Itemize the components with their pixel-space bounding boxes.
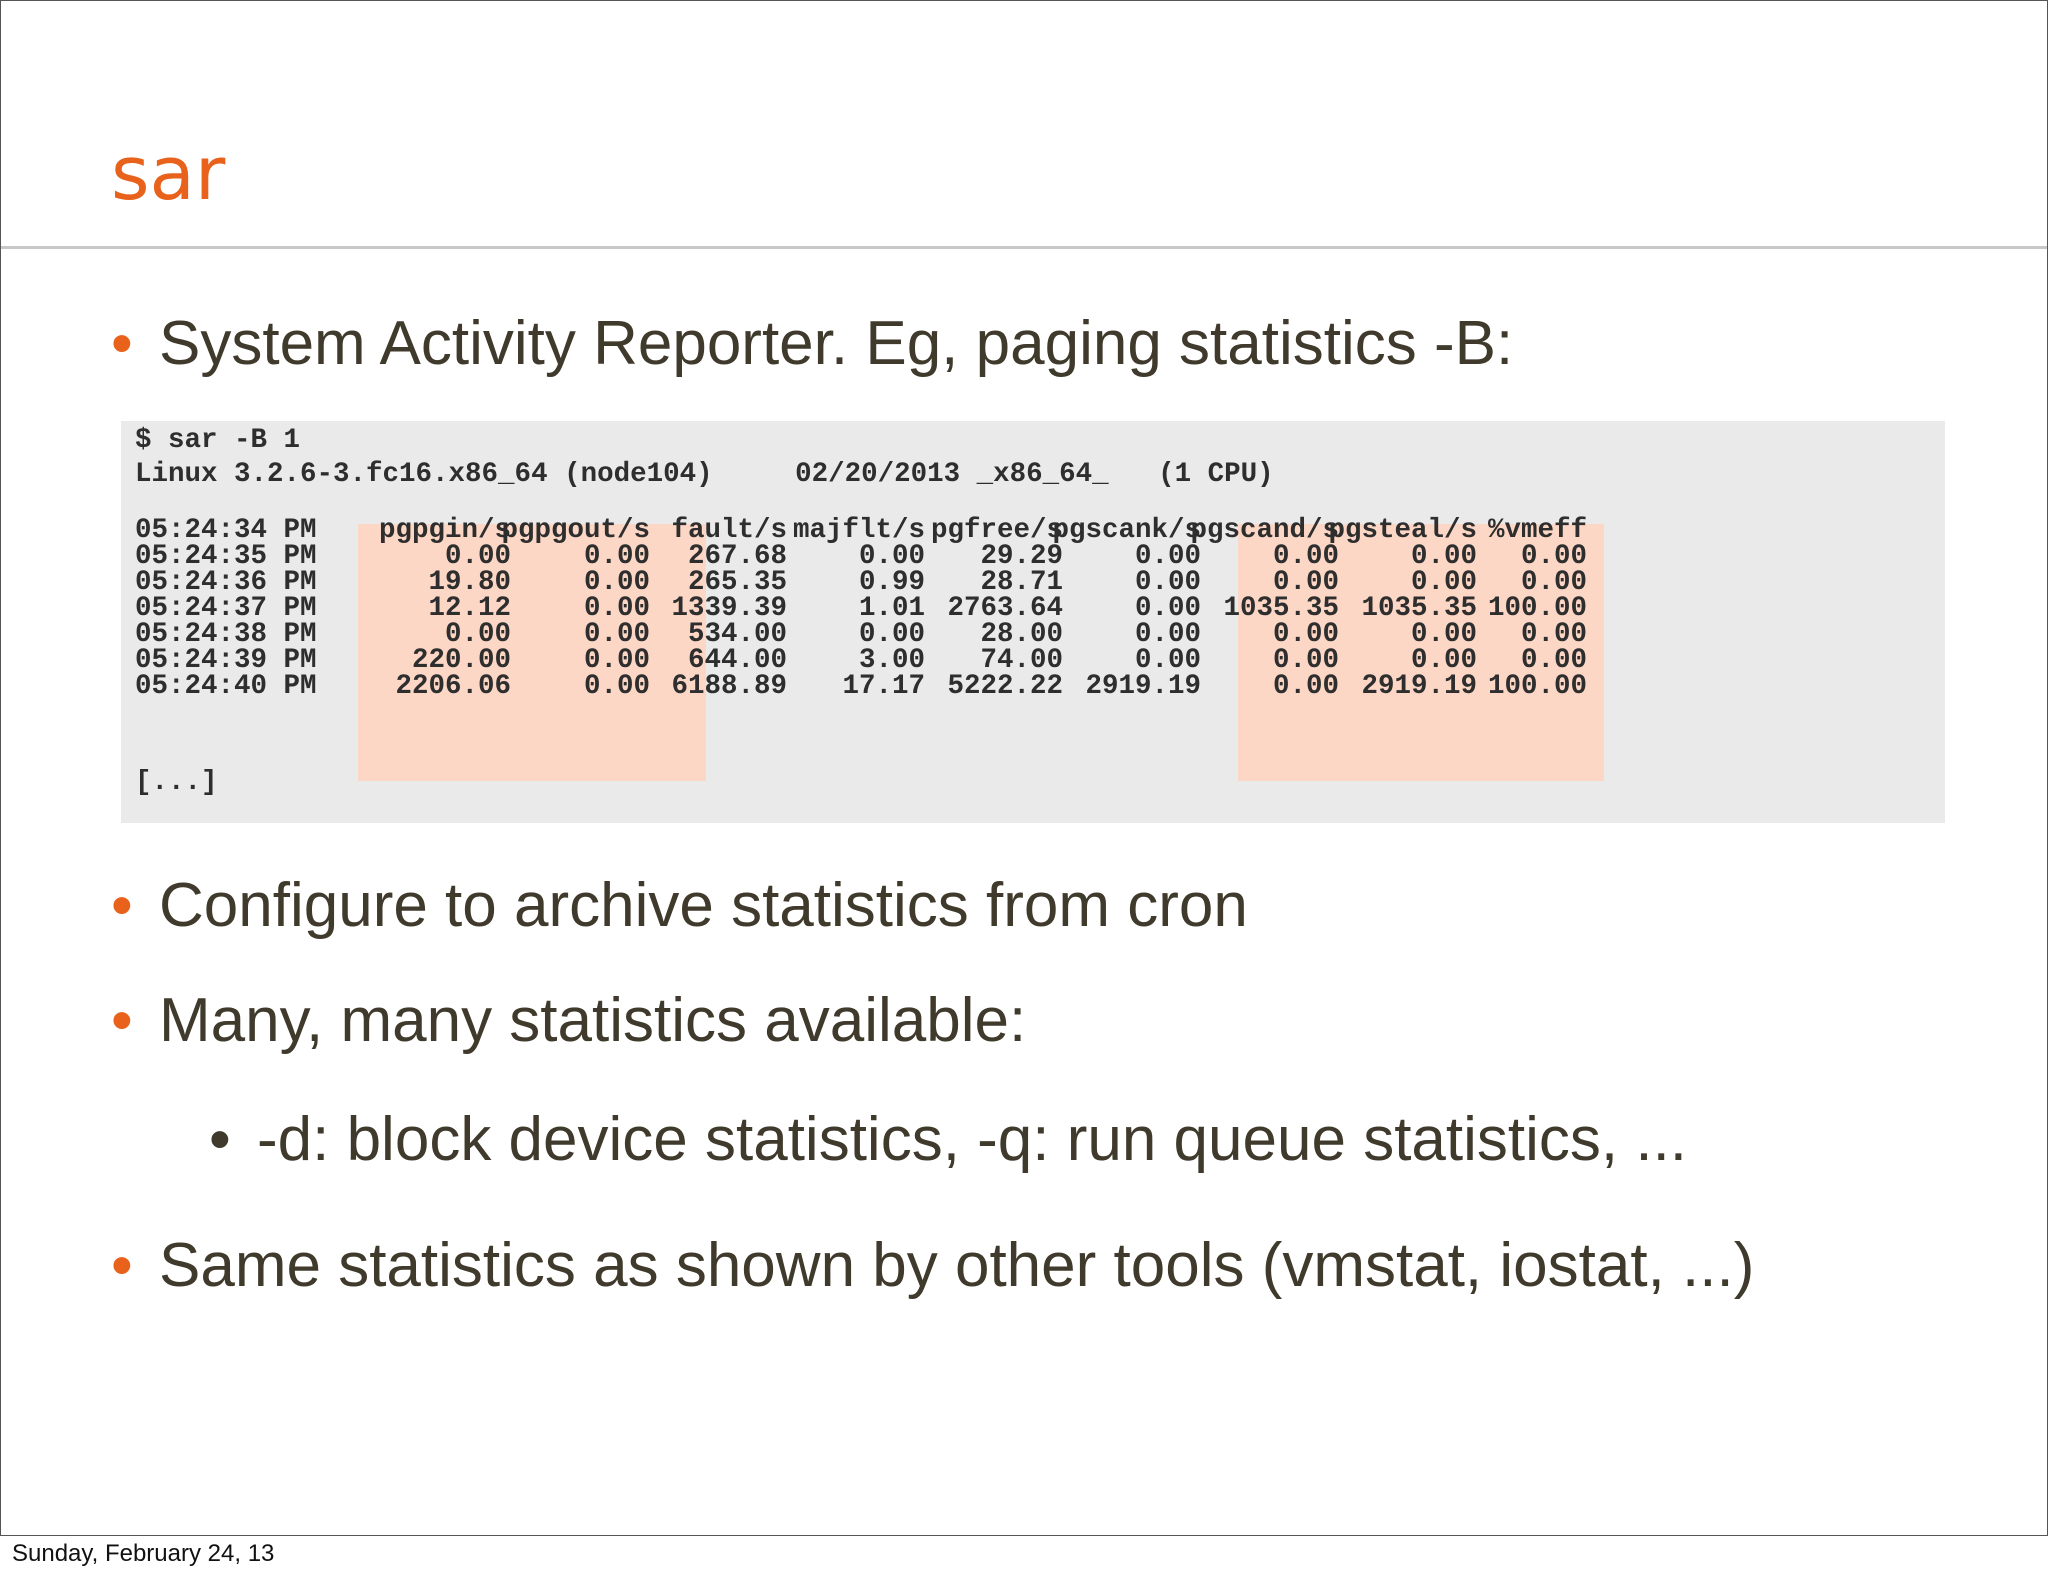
table-cell: 74.00 xyxy=(980,645,1063,676)
table-cell: 0.00 xyxy=(1272,645,1339,676)
table-cell: 0.00 xyxy=(1134,567,1201,598)
table-header-cell: pgscand/s xyxy=(1190,515,1339,546)
table-cell: 1.01 xyxy=(858,593,925,624)
table-cell: 3.00 xyxy=(858,645,925,676)
table-cell: 100.00 xyxy=(1487,593,1587,624)
table-header-cell: pgscank/s xyxy=(1052,515,1201,546)
table-cell: 0.00 xyxy=(444,619,511,650)
bullet-dot-icon: • xyxy=(111,986,133,1055)
table-cell: 05:24:35 PM xyxy=(135,541,317,572)
slide-title: sar xyxy=(111,131,226,217)
bullet-dot-icon: • xyxy=(111,309,133,378)
table-cell: 0.00 xyxy=(583,619,650,650)
bullet-dot-icon: • xyxy=(209,1105,231,1174)
table-cell: 0.00 xyxy=(1410,567,1477,598)
table-cell: 0.00 xyxy=(858,541,925,572)
table-header-cell: pgpgout/s xyxy=(501,515,650,546)
table-cell: 05:24:38 PM xyxy=(135,619,317,650)
bullet-4-text: Same statistics as shown by other tools (vmstat, iostat, ...) xyxy=(159,1231,1755,1300)
table-header-cell: fault/s xyxy=(671,515,787,546)
table-cell: 0.00 xyxy=(444,541,511,572)
table-header-cell: pgfree/s xyxy=(930,515,1063,546)
table-cell: 0.00 xyxy=(1134,645,1201,676)
table-row xyxy=(121,670,1945,704)
table-cell: 644.00 xyxy=(687,645,787,676)
table-cell: 0.00 xyxy=(1520,541,1587,572)
table-cell: 0.00 xyxy=(1272,567,1339,598)
bullet-2-text: Configure to archive statistics from cron xyxy=(159,871,1248,940)
table-cell: 0.00 xyxy=(1520,619,1587,650)
table-header-cell: pgpgin/s xyxy=(378,515,511,546)
table-cell: 2206.06 xyxy=(395,671,511,702)
bullet-dot-icon: • xyxy=(111,1231,133,1300)
table-cell: 29.29 xyxy=(980,541,1063,572)
table-cell: 05:24:37 PM xyxy=(135,593,317,624)
table-cell: 0.00 xyxy=(583,671,650,702)
table-cell: 1035.35 xyxy=(1361,593,1477,624)
table-cell: 0.00 xyxy=(1134,593,1201,624)
table-cell: 2919.19 xyxy=(1361,671,1477,702)
table-cell: 265.35 xyxy=(687,567,787,598)
bullet-1 xyxy=(111,307,1513,381)
table-cell: 100.00 xyxy=(1487,671,1587,702)
table-cell: 0.00 xyxy=(583,645,650,676)
bullet-3 xyxy=(111,984,1026,1058)
table-cell: 0.00 xyxy=(1272,619,1339,650)
table-cell: 0.99 xyxy=(858,567,925,598)
bullet-3-text: Many, many statistics available: xyxy=(159,986,1027,1055)
table-cell: 1035.35 xyxy=(1223,593,1339,624)
table-cell: 267.68 xyxy=(687,541,787,572)
table-cell: 0.00 xyxy=(583,567,650,598)
terminal-output xyxy=(121,421,1945,823)
table-cell: 2919.19 xyxy=(1085,671,1201,702)
table-cell: 0.00 xyxy=(1410,645,1477,676)
bullet-dot-icon: • xyxy=(111,871,133,940)
table-header-cell: majflt/s xyxy=(792,515,925,546)
table-cell: 1339.39 xyxy=(671,593,787,624)
table-cell: 534.00 xyxy=(687,619,787,650)
table-cell: 05:24:40 PM xyxy=(135,671,317,702)
table-cell: 2763.64 xyxy=(947,593,1063,624)
bullet-1-text: System Activity Reporter. Eg, paging statistics -B: xyxy=(159,309,1514,378)
table-cell: 0.00 xyxy=(583,593,650,624)
table-cell: 0.00 xyxy=(1134,619,1201,650)
table-header-cell: 05:24:34 PM xyxy=(135,515,317,546)
table-cell: 220.00 xyxy=(411,645,511,676)
table-cell: 28.00 xyxy=(980,619,1063,650)
table-cell: 0.00 xyxy=(858,619,925,650)
table-cell: 12.12 xyxy=(428,593,511,624)
terminal-ellipsis: [...] xyxy=(135,767,218,798)
terminal-command: $ sar -B 1 xyxy=(135,425,301,456)
table-cell: 0.00 xyxy=(1272,541,1339,572)
table-cell: 5222.22 xyxy=(947,671,1063,702)
table-cell: 0.00 xyxy=(1410,541,1477,572)
table-cell: 19.80 xyxy=(428,567,511,598)
table-cell: 0.00 xyxy=(1134,541,1201,572)
sub-bullet-1-text: -d: block device statistics, -q: run queue statistics, ... xyxy=(257,1105,1688,1174)
sub-bullet-1 xyxy=(209,1103,1687,1177)
table-cell: 0.00 xyxy=(1272,671,1339,702)
table-cell: 6188.89 xyxy=(671,671,787,702)
table-cell: 28.71 xyxy=(980,567,1063,598)
table-cell: 05:24:36 PM xyxy=(135,567,317,598)
table-cell: 05:24:39 PM xyxy=(135,645,317,676)
table-cell: 0.00 xyxy=(583,541,650,572)
title-divider xyxy=(1,246,2047,249)
bullet-2 xyxy=(111,869,1248,943)
table-cell: 0.00 xyxy=(1520,645,1587,676)
table-cell: 17.17 xyxy=(842,671,925,702)
footer-date: Sunday, February 24, 13 xyxy=(12,1540,275,1567)
bullet-4 xyxy=(111,1229,1754,1303)
table-cell: 0.00 xyxy=(1520,567,1587,598)
table-header-cell: %vmeff xyxy=(1487,515,1587,546)
table-cell: 0.00 xyxy=(1410,619,1477,650)
table-header-cell: pgsteal/s xyxy=(1328,515,1477,546)
terminal-system-line: Linux 3.2.6-3.fc16.x86_64 (node104) 02/20/2013 _x86_64_ (1 CPU) xyxy=(135,459,1274,490)
